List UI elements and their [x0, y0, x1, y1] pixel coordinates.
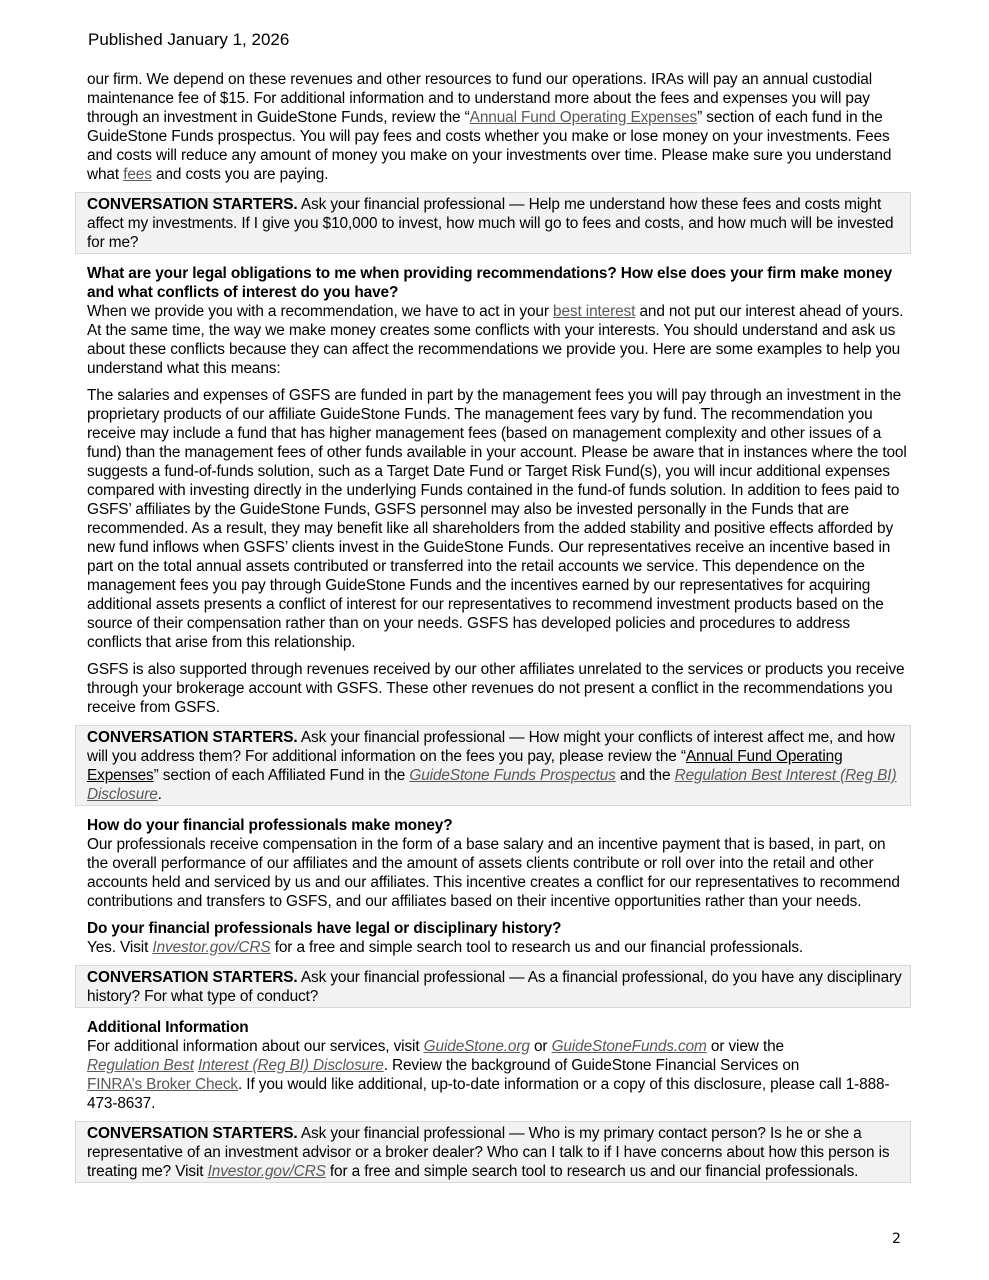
conversation-starters-box-disciplinary	[75, 965, 911, 1008]
compensation-heading: How do your financial professionals make money?	[87, 817, 453, 834]
text: When we provide you with a recommendation, we have to act in your	[87, 303, 554, 320]
page-number: 2	[892, 1231, 901, 1247]
additional-information-paragraph	[87, 1037, 907, 1113]
text: ” section of each fund in the GuideStone Funds prospectus. You will pay fees and costs whether you make or lose money on your investments. Fees and costs will reduce any amount of money you make on your investments over time. Please make sure you understand what	[87, 109, 892, 183]
text: and costs you are paying.	[151, 166, 329, 183]
legal-obligations-heading: What are your legal obligations to me when providing recommendations? How else does your firm make money and what conflicts of interest do you have?	[87, 265, 893, 301]
reg-bi-disclosure-link-part2[interactable]: Interest (Reg BI) Disclosure	[198, 1057, 384, 1074]
guidestone-org-link[interactable]: GuideStone.org	[423, 1038, 530, 1055]
other-revenues-paragraph: GSFS is also supported through revenues received by our other affiliates unrelated to the services or products you receive through your brokerage account with GSFS. These other revenues do not present a conflict in the recommendations you receive from GSFS.	[87, 661, 905, 716]
document-body	[87, 70, 907, 1193]
conversation-starters-label: CONVERSATION STARTERS.	[87, 196, 298, 213]
reg-bi-disclosure-link[interactable]: Regulation Best Interest (Reg BI) Disclosure	[87, 767, 897, 803]
text: . Review the background of GuideStone Financial Services on	[383, 1057, 800, 1074]
disciplinary-history-section	[87, 919, 907, 957]
conversation-starters-label: CONVERSATION STARTERS.	[87, 729, 298, 746]
additional-information-heading: Additional Information	[87, 1019, 249, 1036]
text: or view the	[706, 1038, 784, 1055]
text: our firm. We depend on these revenues and other resources to fund our operations. IRAs will pay an annual custodial maintenance fee of $15. For additional information and to understand more about the fees and expenses you will pay through an investment in GuideStone Funds, review the “	[87, 71, 872, 126]
conversation-starters-box-contact	[75, 1121, 911, 1183]
conversation-starters-label: CONVERSATION STARTERS.	[87, 969, 298, 986]
text: for a free and simple search tool to research us and our financial professionals.	[270, 939, 804, 956]
conversation-starters-text: Ask your financial professional — Help me understand how these fees and costs might affect my investments. If I give you $10,000 to invest, how much will go to fees and costs, and how much will be invested for me?	[87, 196, 894, 251]
disciplinary-history-heading: Do your financial professionals have legal or disciplinary history?	[87, 920, 562, 937]
guidestonefunds-com-link[interactable]: GuideStoneFunds.com	[551, 1038, 707, 1055]
best-interest-link[interactable]: best interest	[553, 303, 636, 320]
salaries-expenses-paragraph: The salaries and expenses of GSFS are funded in part by the management fees you will pay through an investment in the proprietary products of our affiliate GuideStone Funds. The management fees vary by fund. The recommendation you receive may include a fund that has higher management fees (based on management complexity and other issues of a fund) than the management fees of other funds available in your account. Please be aware that in instances where the tool suggests a fund-of-funds solution, such as a Target Date Fund or Target Risk Fund(s), you will incur additional expenses compared with investing directly in the underlying Funds contained in the fund-of funds solution. In addition to fees paid to GSFS’ affiliates by the GuideStone Funds, GSFS personnel may also be invested personally in the Funds that are recommended. As a result, they may benefit like all shareholders from the added stability and positive effects afforded by new fund inflows when GSFS’ clients invest in the GuideStone Funds. Our representatives receive an incentive based in part on the total annual assets contributed or transferred into the retail accounts we service. This dependence on the management fees you pay through GuideStone Funds and the incentives earned by our representatives for acquiring additional assets presents a conflict of interest for our representatives to recommend investment products based on the source of their compensation rather than on your needs. GSFS has developed policies and procedures to address conflicts that arise from this relationship.	[87, 387, 907, 651]
annual-fund-operating-expenses-link[interactable]: Annual Fund Operating Expenses	[469, 109, 698, 126]
disciplinary-history-paragraph	[87, 938, 907, 957]
conversation-starters-text: Ask your financial professional — As a financial professional, do you have any disciplinary history? For what type of conduct?	[87, 969, 902, 1005]
text: and the	[615, 767, 675, 784]
investor-gov-crs-link[interactable]: Investor.gov/CRS	[152, 939, 271, 956]
fees-link[interactable]: fees	[123, 166, 152, 183]
text: For additional information about our services, visit	[87, 1038, 424, 1055]
text: and not put our interest ahead of yours. At the same time, the way we make money creates some conflicts with your interests. You should understand and ask us about these conflicts because they can affect the recommendations we provide you. Here are some examples to help you understand what this means:	[87, 303, 904, 377]
investor-gov-crs-link[interactable]: Investor.gov/CRS	[207, 1163, 326, 1180]
guidestone-funds-prospectus-link[interactable]: GuideStone Funds Prospectus	[409, 767, 616, 784]
conversation-starters-box-conflicts	[75, 725, 911, 806]
text: Yes. Visit	[87, 939, 153, 956]
published-date: Published January 1, 2026	[88, 30, 290, 49]
text: or	[529, 1038, 552, 1055]
fees-intro-paragraph	[87, 70, 907, 184]
text: .	[157, 786, 162, 803]
additional-information-section	[87, 1018, 907, 1113]
best-interest-paragraph	[87, 302, 907, 378]
text: Ask your financial professional — How might your conflicts of interest affect me, and how will you address them? For additional information on the fees you pay, please review the “	[87, 729, 895, 765]
annual-fund-operating-expenses-link[interactable]: Annual Fund Operating Expenses	[87, 748, 843, 784]
legal-obligations-section	[87, 264, 907, 717]
text: Ask your financial professional — Who is my primary contact person? Is he or she a representative of an investment advisor or a broker dealer? Who can I talk to if I have concerns about how this person is treating me? Visit	[87, 1125, 890, 1180]
finra-broker-check-link[interactable]: FINRA’s Broker Check	[87, 1076, 238, 1093]
compensation-section	[87, 816, 907, 911]
conversation-starters-box-fees	[75, 192, 911, 254]
conversation-starters-label: CONVERSATION STARTERS.	[87, 1125, 298, 1142]
reg-bi-disclosure-link-part1[interactable]: Regulation Best	[87, 1057, 194, 1074]
compensation-paragraph: Our professionals receive compensation in the form of a base salary and an incentive payment that is based, in part, on the overall performance of our affiliates and the amount of assets clients contribute or roll over into the retail and other accounts held and serviced by us and our affiliates. This incentive creates a conflict for our representatives to recommend contributions and transfers to GSFS, and our affiliates based on their incentive opportunities rather than your needs.	[87, 836, 900, 910]
text: for a free and simple search tool to research us and our financial professionals.	[325, 1163, 859, 1180]
text: ” section of each Affiliated Fund in the	[153, 767, 410, 784]
text: . If you would like additional, up-to-date information or a copy of this disclosure, please call 1-888-473-8637.	[87, 1076, 890, 1112]
